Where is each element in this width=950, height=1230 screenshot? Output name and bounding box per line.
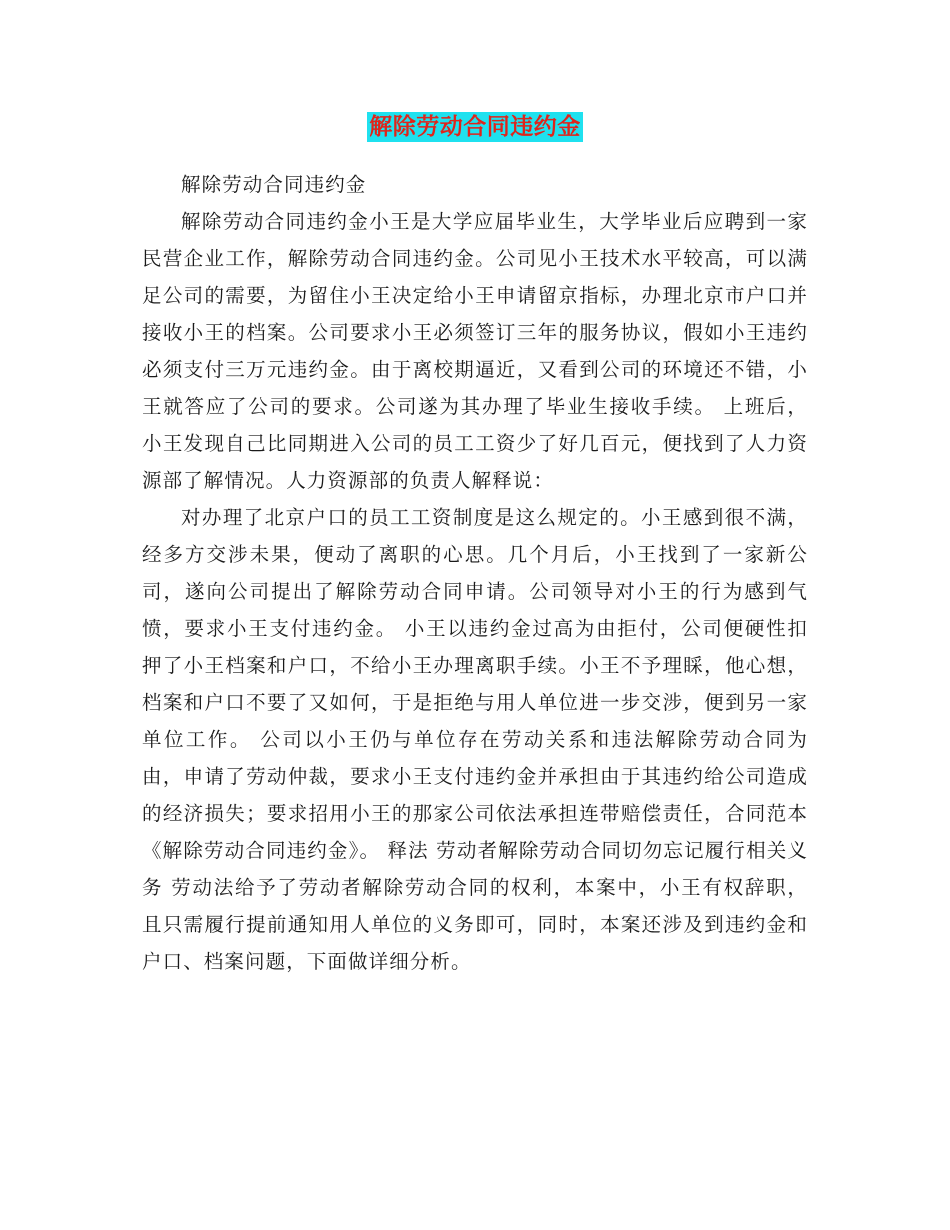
paragraph-heading: 解除劳动合同违约金 <box>181 173 367 196</box>
document-title: 解除劳动合同违约金 <box>369 114 581 140</box>
document-body <box>142 166 808 980</box>
title-container <box>0 112 950 142</box>
paragraph-case: 解除劳动合同违约金小王是大学应届毕业生，大学毕业后应聘到一家民营企业工作，解除劳动合同违约金。公司见小王技术水平较高，可以满足公司的需要，为留住小王决定给小王申请留京指标，办理北京市户口并接收小王的档案。公司要求小王必须签订三年的服务协议，假如小王违约必须支付三万元违约金。由于离校期逼近，又看到公司的环境还不错，小王就答应了公司的要求。公司遂为其办理了毕业生接收手续。 上班后，小王发现自己比同期进入公司的员工工资少了好几百元，便找到了人力资源部了解情况。人力资源部的负责人解释说： <box>142 210 808 492</box>
paragraph-analysis: 对办理了北京户口的员工工资制度是这么规定的。小王感到很不满，经多方交涉未果，便动了离职的心思。几个月后，小王找到了一家新公司，遂向公司提出了解除劳动合同申请。公司领导对小王的行为感到气愤，要求小王支付违约金。 小王以违约金过高为由拒付，公司便硬性扣押了小王档案和户口，不给小王办理离职手续。小王不予理睬，他心想，档案和户口不要了又如何，于是拒绝与用人单位进一步交涉，便到另一家单位工作。 公司以小王仍与单位存在劳动关系和违法解除劳动合同为由，申请了劳动仲裁，要求小王支付违约金并承担由于其违约给公司造成的经济损失；要求招用小王的那家公司依法承担连带赔偿责任，合同范本《解除劳动合同违约金》。 释法 劳动者解除劳动合同切勿忘记履行相关义务 劳动法给予了劳动者解除劳动合同的权利，本案中，小王有权辞职，且只需履行提前通知用人单位的义务即可，同时，本案还涉及到违约金和户口、档案问题，下面做详细分析。 <box>142 506 808 973</box>
